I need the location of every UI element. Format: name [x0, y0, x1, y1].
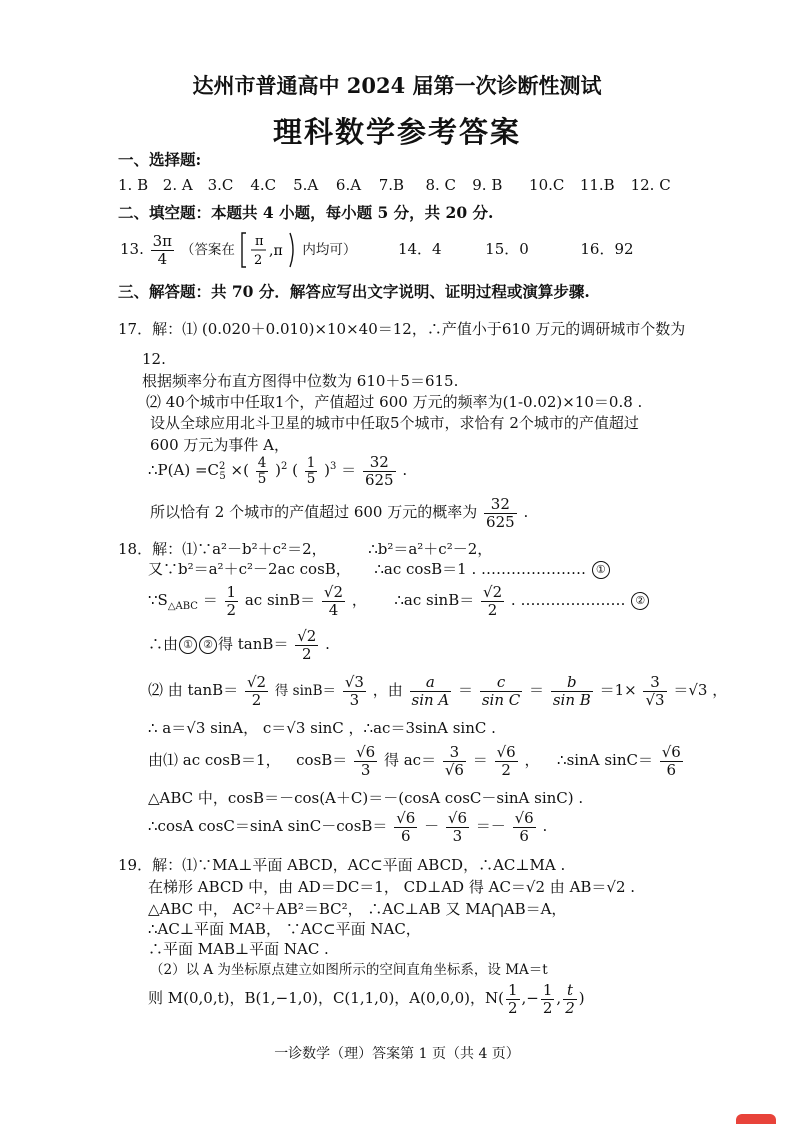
fraction: $\frac{3}{√6}$	[444, 743, 464, 779]
q17-conclusion	[150, 496, 528, 530]
choice-answer: 8. C	[425, 176, 457, 194]
fraction: $\frac{32}{625}$	[486, 495, 515, 531]
formula-text: ＝	[472, 751, 488, 769]
formula-text: 18．解：⑴∵a²－b²＋c²＝2，	[118, 540, 327, 558]
formula-text: .	[510, 591, 516, 609]
section-solve-heading: 三、解答题：共 70 分．解答应写出文字说明、证明过程或演算步骤.	[118, 282, 590, 301]
q19-line-6: （2）以 A 为坐标原点建立如图所示的空间直角坐标系，设 MA＝t	[150, 962, 548, 978]
fraction: $\frac{4}{5}$	[257, 454, 267, 487]
formula-text: ∴由	[148, 635, 179, 653]
formula-text: .	[402, 461, 408, 479]
circled-two: ②	[199, 636, 217, 654]
formula-text: ∴ac cosB＝1 .	[374, 560, 477, 578]
formula-text: ac sinB＝	[244, 591, 316, 609]
formula-text: ＝－	[475, 817, 506, 835]
formula-text: ，	[524, 751, 540, 769]
q13-note-end: 内均可）	[302, 242, 357, 258]
formula-text: )	[324, 461, 330, 479]
page-footer: 一诊数学（理）答案第 1 页（共 4 页）	[274, 1046, 520, 1062]
fill-answers	[120, 230, 634, 270]
formula-text: ×(	[230, 461, 249, 479]
fraction: $\frac{c}{\text{sin C}}$	[481, 673, 521, 709]
interval-bracket	[240, 230, 298, 270]
formula-text: )	[275, 461, 281, 479]
formula-text: .	[523, 503, 529, 521]
choice-answers	[118, 176, 673, 196]
formula-text: (	[292, 461, 298, 479]
q17-line-2: 12.	[142, 350, 166, 368]
fraction: $\frac{√2}{2}$	[297, 627, 317, 663]
q17-line-4: ⑵ 40个城市中任取1个，产值超过 600 万元的频率为(1-0.02)×10＝0.8 .	[146, 393, 643, 411]
q15-answer: 15．0	[485, 240, 529, 258]
fraction: $\frac{3}{√3}$	[645, 673, 665, 709]
choice-answer: 11.B	[579, 176, 615, 194]
q18-line-8: △ABC 中，cosB＝－cos(A＋C)＝－(cosA cosC－sinA sinC) .	[148, 789, 584, 807]
formula-text: ＝	[341, 461, 357, 479]
q16-answer: 16．92	[580, 240, 634, 258]
q18-line-4	[148, 628, 330, 662]
q13-fraction	[151, 233, 174, 267]
document-title: 理科数学参考答案	[272, 115, 521, 149]
q17-line-1: 17．解：⑴ (0.020＋0.010)×10×40＝12，∴产值小于610 万元的调研城市个数为	[118, 320, 686, 338]
formula-text: ∴cosA cosC＝sinA sinC－cosB＝	[148, 817, 388, 835]
section-fill-heading: 二、填空题：本题共 4 小题，每小题 5 分，共 20 分.	[118, 203, 494, 222]
q17-line-3: 根据频率分布直方图得中位数为 610＋5＝615.	[142, 372, 459, 390]
fraction: $\frac{√6}{2}$	[496, 743, 516, 779]
q13-denominator: 4	[157, 249, 168, 268]
fraction: $\frac{√3}{3}$	[344, 673, 364, 709]
formula-text: ,−	[521, 989, 539, 1007]
formula-text: ∴ac sinB＝	[394, 591, 475, 609]
formula-text: ⑵ 由 tanB＝	[148, 681, 239, 699]
formula-text: cosB＝	[296, 751, 348, 769]
formula-text: ∵S	[148, 591, 168, 609]
leader-dots: …………………	[481, 560, 587, 578]
formula-text: ＝√3 ，	[673, 681, 728, 699]
circled-two: ②	[631, 592, 649, 610]
fraction: $\frac{t}{2}$	[565, 981, 575, 1017]
formula-text: ＝1×	[599, 681, 637, 699]
choice-answer: 2. A	[162, 176, 193, 194]
formula-text: 得 ac＝	[383, 751, 437, 769]
q19-line-5: ∴平面 MAB⊥平面 NAC .	[148, 940, 329, 958]
q18-line-1	[118, 540, 492, 560]
formula-text: ∴P(A) =C	[148, 461, 219, 479]
choice-answer: 10.C	[529, 176, 565, 194]
choice-answer: 7.B	[378, 176, 405, 194]
fraction: $\frac{1}{2}$	[507, 981, 518, 1017]
svg-text:,π: ,π	[268, 243, 283, 259]
q19-line-7	[148, 982, 585, 1016]
fraction: $\frac{√2}{2}$	[483, 583, 503, 619]
q17-line-5: 设从全球应用北斗卫星的城市中任取5个城市，求恰有 2个城市的产值超过	[150, 414, 639, 432]
formula-text: .	[542, 817, 548, 835]
section-choice-heading: 一、选择题:	[118, 150, 202, 169]
fraction: $\frac{√2}{2}$	[246, 673, 267, 709]
fraction: $\frac{a}{\text{sin A}}$	[411, 673, 450, 709]
q19-line-4: ∴AC⊥平面 MAB， ∵AC⊂平面 NAC，	[148, 920, 421, 938]
fraction: $\frac{√6}{6}$	[514, 809, 534, 845]
choice-answer: 4.C	[250, 176, 277, 194]
choice-answer: 5.A	[293, 176, 319, 194]
formula-text: ＝	[458, 681, 474, 699]
q14-answer: 14．4	[397, 240, 442, 258]
formula-text: ＝	[529, 681, 545, 699]
q18-line-2	[148, 560, 611, 580]
formula-text: )	[578, 989, 585, 1007]
q18-line-7	[148, 744, 685, 778]
formula-text: .	[325, 635, 330, 653]
fraction: $\frac{1}{5}$	[306, 454, 316, 487]
svg-text:2: 2	[253, 253, 262, 268]
formula-text: ∴b²＝a²＋c²－2，	[368, 540, 493, 558]
formula-text: ，	[351, 591, 367, 609]
fraction: $\frac{√2}{4}$	[323, 583, 344, 619]
q18-line-3	[148, 584, 650, 618]
formula-text: －	[424, 817, 440, 835]
formula-text: 则 M(0,0,t)，B(1,−1,0)，C(1,1,0)，A(0,0,0)，N(	[148, 989, 504, 1007]
formula-text: ＝	[202, 591, 218, 609]
q18-line-6: ∴ a＝√3 sinA， c＝√3 sinC ，∴ac＝3sinA sinC .	[148, 719, 496, 737]
choice-answer: 9. B	[472, 176, 503, 194]
q18-line-5	[148, 674, 727, 708]
formula-text: △ABC	[167, 601, 198, 612]
q19-line-3: △ABC 中， AC²＋AB²＝BC²， ∴AC⊥AB 又 MA⋂AB＝A，	[148, 900, 567, 918]
choice-answer: 3.C	[207, 176, 234, 194]
formula-text: 得 sinB＝	[274, 683, 337, 699]
formula-text: 又∵b²＝a²＋c²－2ac cosB，	[148, 560, 351, 578]
q13-label: 13.	[120, 240, 144, 258]
formula-text: ∴sinA sinC＝	[557, 751, 653, 769]
fraction: $\frac{√6}{6}$	[396, 809, 416, 845]
q19-line-1: 19．解：⑴∵MA⊥平面 ABCD，AC⊂平面 ABCD，∴AC⊥MA .	[118, 856, 566, 874]
q18-line-9	[148, 810, 547, 844]
formula-text: 得 tanB＝	[218, 635, 289, 653]
circled-one: ①	[592, 561, 610, 579]
formula-text: 所以恰有 2 个城市的产值超过 600 万元的概率为	[150, 503, 478, 521]
fraction: $\frac{32}{625}$	[364, 453, 394, 489]
formula-text: 由⑴ ac cosB＝1，	[148, 751, 281, 769]
fraction: $\frac{√6}{3}$	[447, 809, 467, 845]
formula-text: ,	[556, 989, 562, 1007]
fraction: $\frac{1}{2}$	[226, 583, 237, 619]
corner-badge	[736, 1114, 776, 1124]
fraction: $\frac{√6}{3}$	[356, 743, 376, 779]
fraction: $\frac{1}{2}$	[542, 981, 553, 1017]
q13-numerator: 3π	[152, 232, 173, 250]
formula-text: ，由	[372, 681, 403, 699]
svg-text:π: π	[254, 234, 264, 249]
exam-title: 达州市普通高中 2024 届第一次诊断性测试	[192, 73, 602, 98]
circled-one: ①	[179, 636, 197, 654]
choice-answer: 12. C	[630, 176, 671, 194]
choice-answer: 6.A	[335, 176, 362, 194]
choice-answer: 1. B	[118, 176, 149, 194]
q17-probability-formula: ∴P(A) $=C^2_5$ ×( $\frac{4}{5}$ )$^2$ ( $\frac{1}{5}$ )$^3$ ＝ $\frac{32}{625}$ .	[148, 453, 408, 489]
q19-line-2: 在梯形 ABCD 中，由 AD＝DC＝1， CD⊥AD 得 AC＝√2 由 AB＝√2 .	[148, 878, 636, 896]
fraction: $\frac{b}{\text{sin B}}$	[552, 673, 591, 709]
q13-note-start: （答案在	[180, 242, 235, 258]
fraction: $\frac{√6}{6}$	[661, 743, 681, 779]
leader-dots: …………………	[520, 591, 626, 609]
q17-line-6: 600 万元为事件 A，	[150, 436, 289, 454]
